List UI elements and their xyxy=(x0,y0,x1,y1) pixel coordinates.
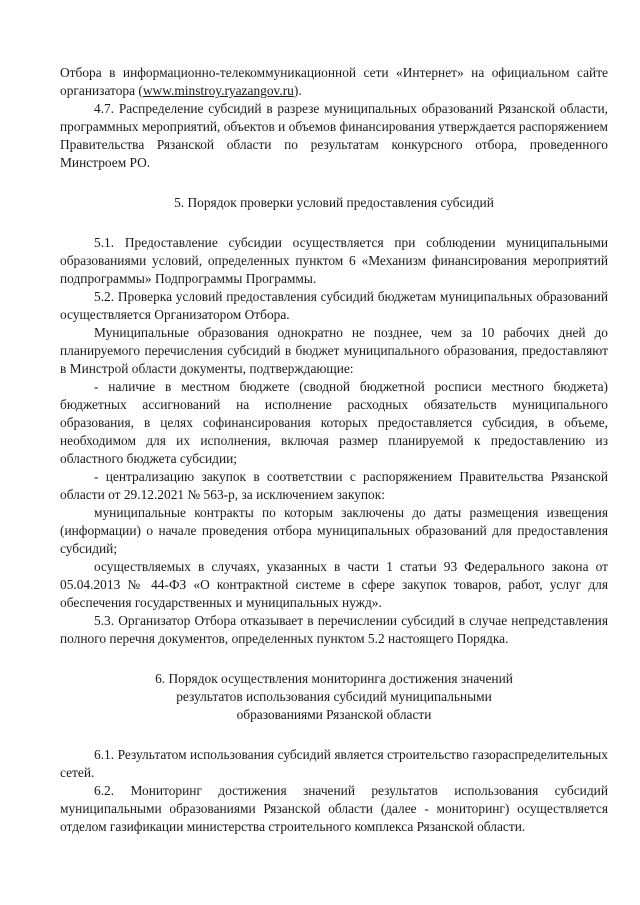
section-6-heading-line-1: 6. Порядок осуществления мониторинга достижения значений xyxy=(155,671,513,686)
paragraph-6-2: 6.2. Мониторинг достижения значений результатов использования субсидий муниципальными образованиями Рязанской области (далее - мониторинг) осуществляется отделом газификации министерства строительного комплекса Рязанской области. xyxy=(60,783,608,834)
intro-text: Отбора в информационно-телекоммуникационной сети «Интернет» на официальном сайте организатора ( xyxy=(60,65,608,98)
paragraph-5-2: 5.2. Проверка условий предоставления субсидий бюджетам муниципальных образований осуществляется Организатором Отбора. xyxy=(60,289,608,322)
paragraph-5-1: 5.1. Предоставление субсидии осуществляется при соблюдении муниципальными образованиями условий, определенных пунктом 6 «Механизм финансирования мероприятий подпрограммы» Подпрограммы Программы. xyxy=(60,235,608,286)
section-6-heading-line-3: образованиями Рязанской области xyxy=(236,707,432,722)
organizer-website-link[interactable]: www.minstroy.ryazangov.ru xyxy=(142,83,294,98)
paragraph-5-3: 5.3. Организатор Отбора отказывает в перечислении субсидий в случае непредставления полного перечня документов, определенных пунктом 5.2 настоящего Порядка. xyxy=(60,613,608,646)
paragraph-procurement-centralization: - централизацию закупок в соответствии с распоряжением Правительства Рязанской области от 29.12.2021 № 563-р, за исключением закупок: xyxy=(60,469,608,502)
paragraph-exception-cases: осуществляемых в случаях, указанных в части 1 статьи 93 Федерального закона от 05.04.2013 № 44-ФЗ «О контрактной системе в сфере закупок товаров, работ, услуг для обеспечения государственных и муниципальных нужд». xyxy=(60,559,608,610)
paragraph-4-7: 4.7. Распределение субсидий в разрезе муниципальных образований Рязанской области, программных мероприятий, объектов и объемов финансирования утверждается распоряжением Правительства Рязанской области по результатам конкурсного отбора, проведенного Минстроем РО. xyxy=(60,101,608,170)
paragraph-budget-allocation: - наличие в местном бюджете (сводной бюджетной росписи местного бюджета) бюджетных ассигнований на исполнение расходных обязательств муниципального образования, в целях софинансирования которых предоставляется субсидия, в объеме, необходимом для их исполнения, включая размер планируемой к предоставлению из областного бюджета субсидии; xyxy=(60,379,608,466)
paragraph-municipal-documents: Муниципальные образования однократно не позднее, чем за 10 рабочих дней до планируемого перечисления субсидий в бюджет муниципального образования, предоставляют в Минстрой области документы, подтверждающие: xyxy=(60,325,608,376)
intro-paragraph xyxy=(60,64,608,100)
section-5-heading: 5. Порядок проверки условий предоставления субсидий xyxy=(174,195,494,210)
paragraph-6-1: 6.1. Результатом использования субсидий является строительство газораспределительных сетей. xyxy=(60,747,608,780)
paragraph-municipal-contracts: муниципальные контракты по которым заключены до даты размещения извещения (информации) о начале проведения отбора муниципальных образований для предоставления субсидий; xyxy=(60,505,608,556)
intro-text-end: ). xyxy=(293,83,302,98)
document-page xyxy=(60,64,608,836)
section-6-heading-line-2: результатов использования субсидий муниципальными xyxy=(176,689,492,704)
section-6-heading xyxy=(60,670,608,724)
